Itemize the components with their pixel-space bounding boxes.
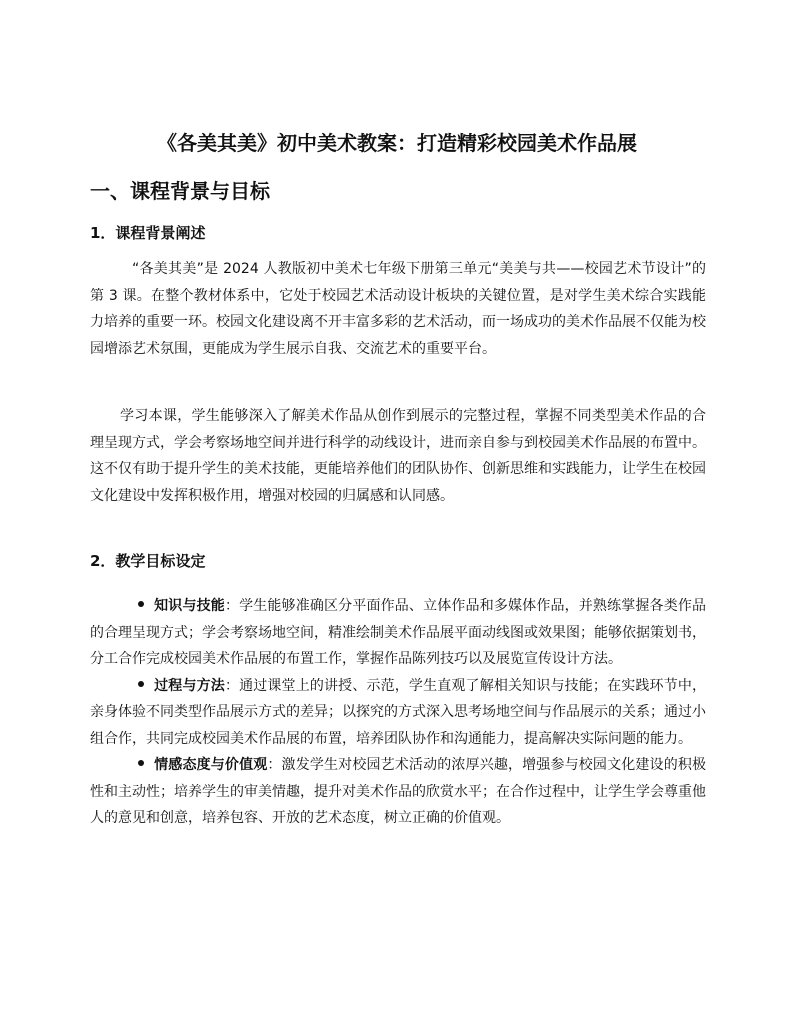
bullet-dot-icon bbox=[138, 601, 144, 607]
bullet-dot-icon bbox=[138, 681, 144, 687]
teaching-goals-list bbox=[90, 593, 706, 832]
subheading-teaching-goals: 2．教学目标设定 bbox=[90, 552, 206, 570]
goal-term: 过程与方法 bbox=[154, 677, 225, 694]
paragraph-background-1: “各美其美”是 2024 人教版初中美术七年级下册第三单元“美美与共——校园艺术节设计”的第 3 课。在整个教材体系中，它处于校园艺术活动设计板块的关键位置，是对学生美术综合实践能力培养的重要一环。校园文化建设离不开丰富多彩的艺术活动，而一场成功的美术作品展不仅能为校园增添艺术氛围，更能成为学生展示自我、交流艺术的重要平台。 bbox=[90, 261, 706, 357]
subheading-course-background: 1．课程背景阐述 bbox=[90, 224, 206, 242]
section-heading-background-goals: 一、课程背景与目标 bbox=[90, 179, 270, 203]
goal-knowledge-skills bbox=[90, 593, 706, 673]
goal-text: ：学生能够准确区分平面作品、立体作品和多媒体作品，并熟练掌握各类作品的合理呈现方式；学会考察场地空间，精准绘制美术作品展平面动线图或效果图；能够依据策划书，分工合作完成校园美术作品展的布置工作，掌握作品陈列技巧以及展览宣传设计方法。 bbox=[90, 598, 707, 667]
paragraph-background-2: 学习本课，学生能够深入了解美术作品从创作到展示的完整过程，掌握不同类型美术作品的合理呈现方式，学会考察场地空间并进行科学的动线设计，进而亲自参与到校园美术作品展的布置中。这不仅有助于提升学生的美术技能，更能培养他们的团队协作、创新思维和实践能力，让学生在校园文化建设中发挥积极作用，增强对校园的归属感和认同感。 bbox=[90, 408, 706, 504]
bullet-dot-icon bbox=[138, 760, 144, 766]
goal-process-methods bbox=[90, 673, 706, 753]
goal-text: ：激发学生对校园艺术活动的浓厚兴趣，增强参与校园文化建设的积极性和主动性；培养学生的审美情趣，提升对美术作品的欣赏水平；在合作过程中，让学生学会尊重他人的意见和创意，培养包容、开放的艺术态度，树立正确的价值观。 bbox=[90, 757, 707, 826]
goal-text: ：通过课堂上的讲授、示范，学生直观了解相关知识与技能；在实践环节中，亲身体验不同类型作品展示方式的差异；以探究的方式深入思考场地空间与作品展示的关系；通过小组合作，共同完成校园美术作品展的布置，培养团队协作和沟通能力，提高解决实际问题的能力。 bbox=[90, 677, 707, 747]
goal-emotion-values bbox=[90, 752, 706, 832]
document-title: 《各美其美》初中美术教案：打造精彩校园美术作品展 bbox=[157, 131, 637, 155]
goal-term: 知识与技能 bbox=[154, 598, 225, 614]
goal-term: 情感态度与价值观 bbox=[154, 757, 268, 773]
